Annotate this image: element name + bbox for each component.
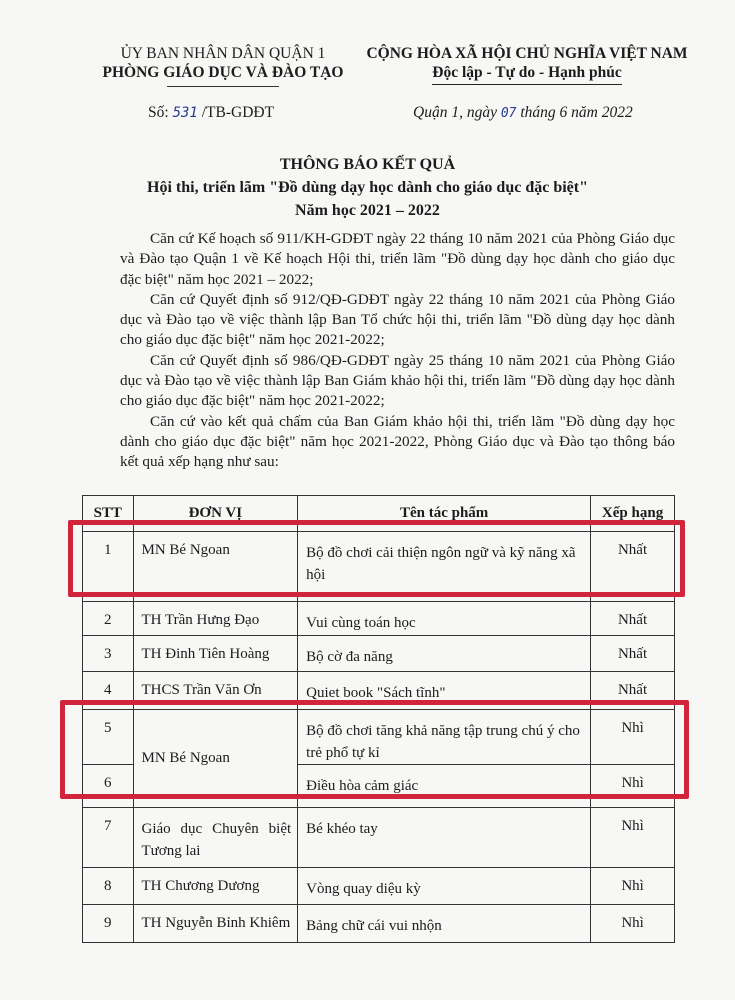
header-work: Tên tác phẩm [298,496,591,532]
cell-stt: 3 [83,636,134,672]
cell-work: Bảng chữ cái vui nhộn [298,905,591,943]
issuing-organization [92,44,354,87]
cell-rank: Nhất [591,602,675,636]
date-day-handwritten: 07 [500,106,517,121]
cell-work: Vui cùng toán học [298,602,591,636]
cell-work: Bé khéo tay [298,808,591,868]
cell-rank: Nhì [591,905,675,943]
title-line-3: Năm học 2021 – 2022 [295,202,440,219]
cell-unit: MN Bé Ngoan [133,532,298,602]
cell-rank: Nhì [591,868,675,905]
cell-unit: TH Chương Dương [133,868,298,905]
cell-stt: 4 [83,672,134,710]
cell-unit: TH Nguyễn Bỉnh Khiêm [133,905,298,943]
cell-rank: Nhì [591,808,675,868]
paragraph: Căn cứ Quyết định số 986/QĐ-GDĐT ngày 25 tháng 10 năm 2021 của Phòng Giáo dục và Đào tạo về việc thành lập Ban Giám khảo hội thi, triển lãm "Đồ dùng dạy học dành cho giáo dục đặc biệt" năm học 2021-2022; [120,351,675,410]
cell-unit: Giáo dục Chuyên biệt Tương lai [133,808,298,868]
cell-unit: THCS Trần Văn Ơn [133,672,298,710]
table-row [83,808,675,868]
org-line-2: PHÒNG GIÁO DỤC VÀ ĐÀO TẠO [102,64,344,81]
cell-work: Bộ đồ chơi cải thiện ngôn ngữ và kỹ năng xã hội [298,532,591,602]
national-header [362,44,692,85]
paragraph: Căn cứ Quyết định số 912/QĐ-GDĐT ngày 22 tháng 10 năm 2021 của Phòng Giáo dục và Đào tạo về việc thành lập Ban Tổ chức hội thi, triển lãm "Đồ dùng dạy học dành cho giáo dục đặc biệt" năm học 2021-2022; [120,290,675,349]
table-row [83,905,675,943]
highlight-box-rows-5-6 [60,700,689,799]
cell-rank: Nhất [591,672,675,710]
org-underline [167,86,279,87]
header-rank: Xếp hạng [591,496,675,532]
cell-work: Quiet book "Sách tĩnh" [298,672,591,710]
doc-number-suffix: /TB-GDĐT [197,104,275,121]
date-line [413,104,633,122]
doc-number-prefix: Số: [148,104,173,121]
cell-unit: TH Trần Hưng Đạo [133,602,298,636]
cell-work: Điều hòa cảm giác [298,765,591,808]
cell-stt: 9 [83,905,134,943]
nation-line-1: CỘNG HÒA XÃ HỘI CHỦ NGHĨA VIỆT NAM [366,45,688,62]
table-row [83,868,675,905]
cell-rank: Nhì [591,765,675,808]
cell-stt: 1 [83,532,134,602]
cell-stt: 8 [83,868,134,905]
cell-rank: Nhất [591,636,675,672]
cell-stt: 6 [83,765,134,808]
document-number [148,104,274,122]
cell-rank: Nhất [591,532,675,602]
preamble [120,229,675,473]
cell-stt: 5 [83,710,134,765]
cell-work: Bộ đồ chơi tăng khả năng tập trung chú ý cho trẻ phổ tự kỉ [298,710,591,765]
cell-stt: 7 [83,808,134,868]
cell-rank: Nhì [591,710,675,765]
header-unit: ĐƠN VỊ [133,496,298,532]
table-row [83,602,675,636]
paragraph: Căn cứ Kế hoạch số 911/KH-GDĐT ngày 22 tháng 10 năm 2021 của Phòng Giáo dục và Đào tạo Quận 1 về Kế hoạch Hội thi, triển lãm "Đồ dùng dạy học dành cho giáo dục đặc biệt" năm học 2021 – 2022; [120,230,675,288]
highlight-box-row-1 [68,520,685,597]
table-row [83,636,675,672]
date-part-1: Quận 1, ngày [413,104,501,121]
document-title [0,153,735,222]
org-line-1: ỦY BAN NHÂN DÂN QUẬN 1 [120,45,326,62]
cell-unit: TH Đinh Tiên Hoàng [133,636,298,672]
paragraph: Căn cứ vào kết quả chấm của Ban Giám khảo hội thi, triển lãm "Đồ dùng dạy học dành cho giáo dục đặc biệt" năm học 2021-2022, Phòng Giáo dục và Đào tạo thông báo kết quả xếp hạng như sau: [120,412,675,471]
cell-work: Vòng quay diệu kỳ [298,868,591,905]
title-line-2: Hội thi, triển lãm "Đồ dùng dạy học dành cho giáo dục đặc biệt" [147,179,588,196]
nation-line-2: Độc lập - Tự do - Hạnh phúc [432,63,621,85]
doc-number-handwritten: 531 [172,105,198,121]
header-stt: STT [83,496,134,532]
cell-unit-merged: MN Bé Ngoan [133,710,298,808]
cell-work: Bộ cờ đa năng [298,636,591,672]
cell-stt: 2 [83,602,134,636]
date-part-2: tháng 6 năm 2022 [516,104,633,121]
title-line-1: THÔNG BÁO KẾT QUẢ [279,156,456,173]
